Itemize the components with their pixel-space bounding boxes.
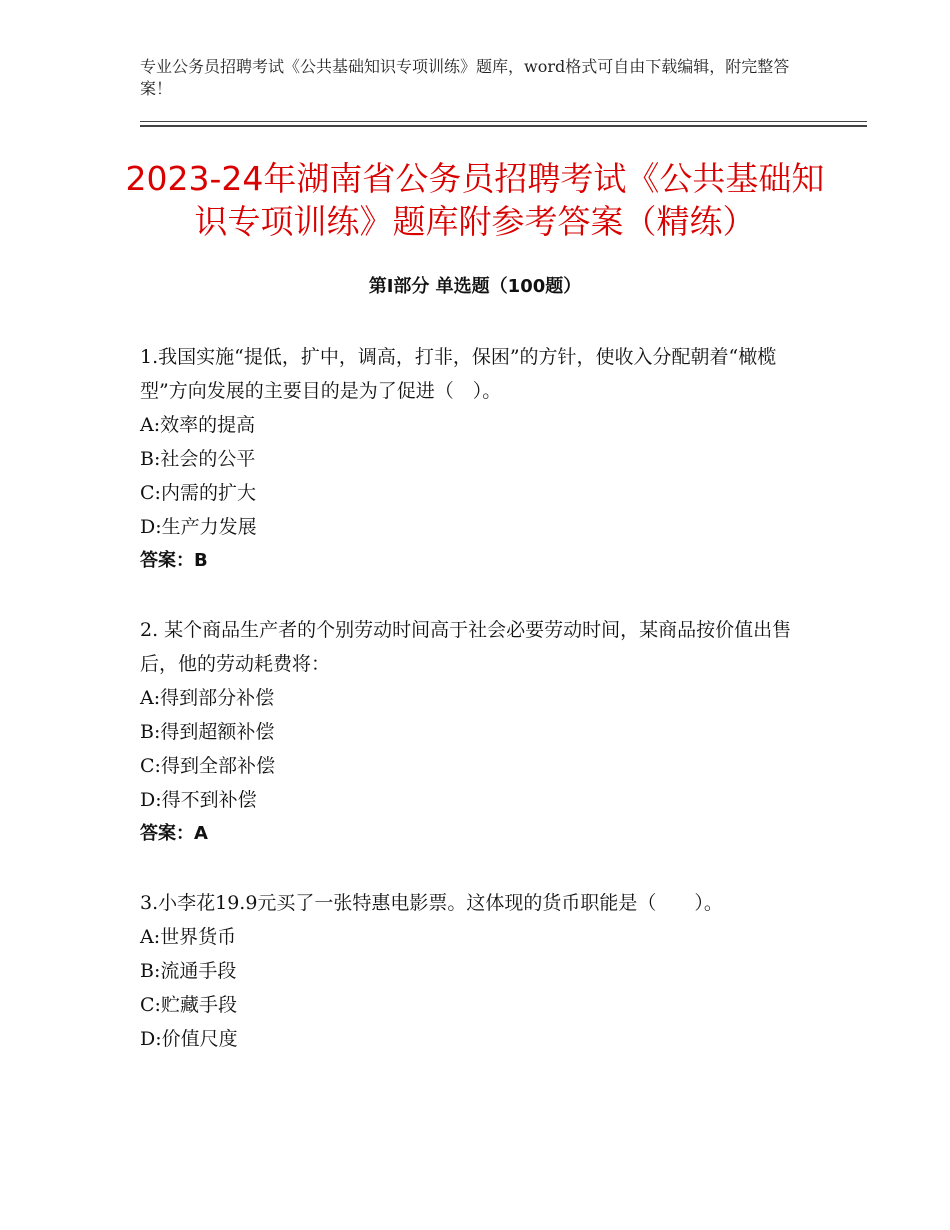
option-c: C:得到全部补偿: [140, 755, 275, 777]
answer-label: 答案：B: [140, 550, 208, 571]
header-divider-thin: [140, 121, 867, 122]
option-b: B:得到超额补偿: [140, 721, 275, 743]
option-d: D:得不到补偿: [140, 789, 257, 811]
option-b: B:流通手段: [140, 960, 237, 982]
option-a: A:效率的提高: [140, 414, 256, 436]
option-a: A:得到部分补偿: [140, 687, 275, 709]
question-stem: 2. 某个商品生产者的个别劳动时间高于社会必要劳动时间，某商品按价值出售后，他的劳动耗费将：: [140, 619, 792, 675]
header-note: 专业公务员招聘考试《公共基础知识专项训练》题库，word格式可自由下载编辑，附完整答案！: [140, 57, 790, 98]
question-3: [140, 886, 810, 1056]
header-divider-thick: [140, 125, 867, 127]
section-heading: 第Ⅰ部分 单选题（100题）: [368, 276, 582, 297]
question-1: [140, 340, 810, 578]
question-2: [140, 613, 810, 851]
option-c: C:内需的扩大: [140, 482, 256, 504]
question-stem: 1.我国实施“提低，扩中，调高，打非，保困”的方针，使收入分配朝着“橄榄型”方向发展的主要目的是为了促进（ ）。: [140, 346, 777, 402]
option-d: D:生产力发展: [140, 516, 257, 538]
document-title: 2023-24年湖南省公务员招聘考试《公共基础知识专项训练》题库附参考答案（精练）: [125, 159, 825, 241]
option-c: C:贮藏手段: [140, 994, 237, 1016]
option-b: B:社会的公平: [140, 448, 256, 470]
answer-label: 答案：A: [140, 823, 208, 844]
option-d: D:价值尺度: [140, 1028, 238, 1050]
question-stem: 3.小李花19.9元买了一张特惠电影票。这体现的货币职能是（ ）。: [140, 892, 723, 914]
option-a: A:世界货币: [140, 926, 237, 948]
